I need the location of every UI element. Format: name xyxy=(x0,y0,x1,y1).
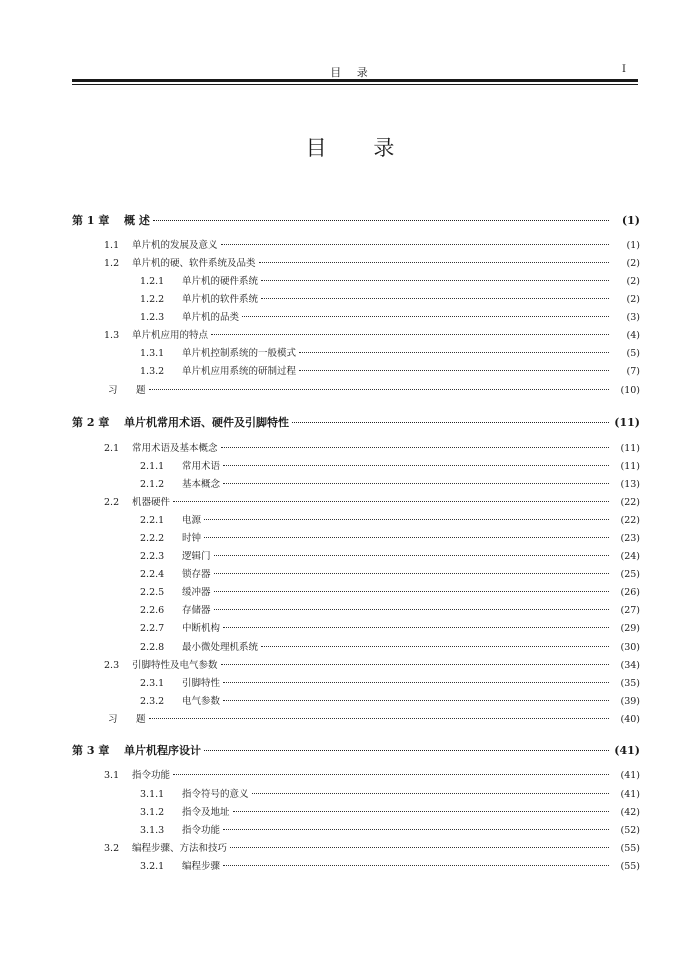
toc-entry-label xyxy=(72,584,211,602)
dot-leader xyxy=(261,298,609,299)
toc-page-number: (22) xyxy=(620,497,640,508)
page-title: 目 录 xyxy=(305,136,415,160)
toc-entry-label xyxy=(72,291,258,309)
toc-entry-label xyxy=(72,822,220,840)
toc-entry xyxy=(72,786,640,804)
dot-leader xyxy=(214,573,609,574)
toc-entry-title: 单片机的品类 xyxy=(182,312,240,323)
toc-entry-title: 编程步骤、方法和技巧 xyxy=(132,843,228,854)
toc-page-number: (1) xyxy=(626,240,640,251)
toc-entry-label xyxy=(72,693,220,711)
dot-leader xyxy=(173,774,609,775)
toc-entry xyxy=(72,255,640,273)
toc-entry-title: 单片机的发展及意义 xyxy=(132,240,218,251)
dot-leader xyxy=(223,465,609,466)
dot-leader xyxy=(233,811,609,812)
toc-entry-number: 3.1 xyxy=(104,770,120,781)
toc-page-number: (55) xyxy=(620,843,640,854)
toc-page-number: (4) xyxy=(626,330,640,341)
toc-page-number: (2) xyxy=(626,258,640,269)
toc-page-number: (2) xyxy=(626,276,640,287)
toc-page-number: (41) xyxy=(614,744,640,757)
toc-entry-number: 2.3 xyxy=(104,660,120,671)
toc-entry-title: 存储器 xyxy=(182,605,211,616)
toc-entry xyxy=(72,440,640,458)
toc-entry xyxy=(72,858,640,876)
toc-chapter-entry xyxy=(72,212,640,230)
dot-leader xyxy=(214,591,609,592)
dot-leader xyxy=(149,389,609,390)
toc-entry-number: 1.3 xyxy=(104,330,120,341)
toc-entry xyxy=(72,767,640,785)
toc-entry-number: 第 3 章 xyxy=(72,744,110,757)
toc-entry-label xyxy=(72,382,146,400)
toc-entry xyxy=(72,363,640,381)
header-rule-thick xyxy=(72,79,638,82)
toc-entry xyxy=(72,476,640,494)
toc-entry-label xyxy=(72,840,227,858)
toc-entry-label xyxy=(72,657,218,675)
toc-entry-number: 3.1.2 xyxy=(140,807,165,818)
toc-page-number: (11) xyxy=(620,443,640,454)
toc-entry-title: 单片机应用的特点 xyxy=(132,330,209,341)
toc-entry-title: 单片机控制系统的一般模式 xyxy=(182,348,297,359)
toc-entry-number: 2.2.7 xyxy=(140,623,165,634)
toc-entry-number: 2.2.1 xyxy=(140,515,165,526)
toc-entry xyxy=(72,675,640,693)
toc-entry-title: 电源 xyxy=(182,515,202,526)
toc-entry-title: 缓冲器 xyxy=(182,587,211,598)
toc-entry-label xyxy=(72,309,239,327)
toc-page-number: (40) xyxy=(620,714,640,725)
toc-entry xyxy=(72,512,640,530)
toc-entry-number: 2.1.1 xyxy=(140,461,165,472)
toc-entry-number: 3.1.3 xyxy=(140,825,165,836)
toc-page-number: (30) xyxy=(620,642,640,653)
toc-entry-number: 2.1.2 xyxy=(140,479,165,490)
toc-page-number: (1) xyxy=(621,214,640,227)
dot-leader xyxy=(230,847,609,848)
dot-leader xyxy=(223,829,609,830)
toc-entry-label xyxy=(72,512,201,530)
toc-entry-label xyxy=(72,212,150,230)
toc-entry-label xyxy=(72,476,220,494)
toc-entry-number: 习 xyxy=(108,714,118,725)
toc-entry-label xyxy=(72,858,220,876)
toc-entry-label xyxy=(72,273,258,291)
toc-entry-label xyxy=(72,742,201,760)
dot-leader xyxy=(223,682,609,683)
toc-entry-number: 2.2.5 xyxy=(140,587,165,598)
toc-entry-title: 指令及地址 xyxy=(182,807,230,818)
toc-entry-title: 常用术语及基本概念 xyxy=(132,443,218,454)
toc-page-number: (26) xyxy=(620,587,640,598)
toc-entry xyxy=(72,804,640,822)
toc-entry-title: 指令功能 xyxy=(182,825,221,836)
toc-entry-label xyxy=(72,440,218,458)
toc-entry-number: 1.2 xyxy=(104,258,120,269)
toc-entry-number: 3.2.1 xyxy=(140,861,165,872)
toc-entry-title: 指令功能 xyxy=(132,770,171,781)
toc-entry-number: 2.2.3 xyxy=(140,551,165,562)
dot-leader xyxy=(204,519,609,520)
toc-page-number: (52) xyxy=(620,825,640,836)
toc-page-number: (5) xyxy=(626,348,640,359)
toc-entry xyxy=(72,548,640,566)
toc-page-number: (29) xyxy=(620,623,640,634)
dot-leader xyxy=(223,627,609,628)
toc-exercise-entry xyxy=(72,711,640,729)
toc-entry-title: 编程步骤 xyxy=(182,861,221,872)
toc-entry-title: 单片机应用系统的研制过程 xyxy=(182,366,297,377)
toc-entry xyxy=(72,620,640,638)
toc-page-number: (23) xyxy=(620,533,640,544)
toc-entry-title: 逻辑门 xyxy=(182,551,211,562)
toc-entry-title: 单片机的软件系统 xyxy=(182,294,259,305)
toc-entry-number: 1.3.2 xyxy=(140,366,165,377)
toc-entry-number: 2.2.6 xyxy=(140,605,165,616)
toc-page-number: (13) xyxy=(620,479,640,490)
toc-page-number: (35) xyxy=(620,678,640,689)
toc-entry-label xyxy=(72,255,256,273)
toc-page-number: (41) xyxy=(620,770,640,781)
dot-leader xyxy=(299,370,609,371)
toc-entry-number: 2.3.2 xyxy=(140,696,165,707)
toc-entry-number: 1.3.1 xyxy=(140,348,165,359)
toc-entry-title: 常用术语 xyxy=(182,461,221,472)
toc-page-number: (24) xyxy=(620,551,640,562)
toc-entry-title: 单片机程序设计 xyxy=(124,744,201,757)
dot-leader xyxy=(223,700,609,701)
toc-exercise-entry xyxy=(72,382,640,400)
toc-entry xyxy=(72,566,640,584)
dot-leader xyxy=(211,334,609,335)
toc-page-number: (11) xyxy=(614,416,640,429)
toc-entry-label xyxy=(72,639,258,657)
dot-leader xyxy=(149,718,609,719)
toc-entry-label xyxy=(72,675,220,693)
dot-leader xyxy=(242,316,609,317)
toc-entry-title: 时钟 xyxy=(182,533,202,544)
toc-entry-number: 1.2.2 xyxy=(140,294,165,305)
toc-entry-title: 中断机构 xyxy=(182,623,221,634)
dot-leader xyxy=(252,793,609,794)
toc-entry xyxy=(72,693,640,711)
toc-entry-label xyxy=(72,458,220,476)
dot-leader xyxy=(292,422,609,423)
toc-entry xyxy=(72,327,640,345)
toc-entry xyxy=(72,291,640,309)
toc-entry xyxy=(72,458,640,476)
toc-entry-number: 2.2 xyxy=(104,497,120,508)
header-rule-thin xyxy=(72,84,638,85)
toc-page-number: (25) xyxy=(620,569,640,580)
toc-entry-label xyxy=(72,548,211,566)
toc-entry xyxy=(72,309,640,327)
toc-entry-number: 3.2 xyxy=(104,843,120,854)
toc-entry-title: 单片机的硬件系统 xyxy=(182,276,259,287)
toc-entry xyxy=(72,237,640,255)
toc-entry-title: 基本概念 xyxy=(182,479,221,490)
toc-entry-label xyxy=(72,327,208,345)
toc-entry-number: 第 2 章 xyxy=(72,416,110,429)
toc-entry-label xyxy=(72,530,201,548)
toc-entry-number: 第 1 章 xyxy=(72,214,110,227)
dot-leader xyxy=(223,865,609,866)
toc-entry-title: 最小微处理机系统 xyxy=(182,642,259,653)
dot-leader xyxy=(299,352,609,353)
toc-entry-number: 1.1 xyxy=(104,240,120,251)
toc-entry-label xyxy=(72,804,230,822)
toc-page-number: (27) xyxy=(620,605,640,616)
dot-leader xyxy=(153,220,609,221)
toc-entry-title: 引脚特性及电气参数 xyxy=(132,660,218,671)
dot-leader xyxy=(223,483,609,484)
toc-page-number: (42) xyxy=(620,807,640,818)
toc-page-number: (11) xyxy=(620,461,640,472)
dot-leader xyxy=(214,555,609,556)
dot-leader xyxy=(204,537,609,538)
toc-entry xyxy=(72,822,640,840)
toc-entry-label xyxy=(72,566,211,584)
dot-leader xyxy=(259,262,609,263)
toc-entry xyxy=(72,657,640,675)
toc-entry xyxy=(72,273,640,291)
toc-entry-label xyxy=(72,602,211,620)
toc-entry-number: 3.1.1 xyxy=(140,789,165,800)
toc-page-number: (2) xyxy=(626,294,640,305)
running-title: 目 录 xyxy=(330,66,374,79)
toc-entry-label xyxy=(72,414,289,432)
toc-entry xyxy=(72,494,640,512)
toc-entry-label xyxy=(72,620,220,638)
dot-leader xyxy=(204,750,609,751)
toc-entry-title: 题 xyxy=(136,714,146,725)
toc-entry-label xyxy=(72,711,146,729)
dot-leader xyxy=(214,609,609,610)
toc-page-number: (34) xyxy=(620,660,640,671)
toc-entry-title: 引脚特性 xyxy=(182,678,221,689)
toc-page-number: (41) xyxy=(620,789,640,800)
toc-page-number: (39) xyxy=(620,696,640,707)
toc-entry xyxy=(72,345,640,363)
toc-entry xyxy=(72,840,640,858)
toc-entry-title: 单片机常用术语、硬件及引脚特性 xyxy=(124,416,289,429)
toc-entry-number: 2.2.8 xyxy=(140,642,165,653)
toc-entry xyxy=(72,530,640,548)
toc-page-number: (10) xyxy=(620,385,640,396)
toc-entry-title: 机器硬件 xyxy=(132,497,171,508)
toc-entry-title: 电气参数 xyxy=(182,696,221,707)
toc-page-number: (22) xyxy=(620,515,640,526)
toc-entry xyxy=(72,584,640,602)
toc-entry-label xyxy=(72,363,296,381)
dot-leader xyxy=(261,646,609,647)
toc-page-number: (7) xyxy=(626,366,640,377)
toc-entry-number: 2.3.1 xyxy=(140,678,165,689)
toc-entry-title: 题 xyxy=(136,385,146,396)
toc-entry-number: 2.2.2 xyxy=(140,533,165,544)
toc-entry-number: 2.2.4 xyxy=(140,569,165,580)
toc-entry-title: 单片机的硬、软件系统及品类 xyxy=(132,258,256,269)
dot-leader xyxy=(261,280,609,281)
toc-chapter-entry xyxy=(72,742,640,760)
dot-leader xyxy=(173,501,609,502)
toc-entry-label xyxy=(72,237,218,255)
toc-entry xyxy=(72,602,640,620)
toc-entry-title: 概 述 xyxy=(124,214,150,227)
toc-entry-title: 指令符号的意义 xyxy=(182,789,249,800)
toc-chapter-entry xyxy=(72,414,640,432)
toc-entry-number: 习 xyxy=(108,385,118,396)
toc-page-number: (55) xyxy=(620,861,640,872)
toc-entry-title: 锁存器 xyxy=(182,569,211,580)
dot-leader xyxy=(221,244,609,245)
toc-entry-number: 1.2.3 xyxy=(140,312,165,323)
toc-entry-number: 1.2.1 xyxy=(140,276,165,287)
toc-entry-label xyxy=(72,345,296,363)
dot-leader xyxy=(221,664,609,665)
toc-entry-number: 2.1 xyxy=(104,443,120,454)
toc-entry-label xyxy=(72,494,170,512)
dot-leader xyxy=(221,447,609,448)
toc-entry-label xyxy=(72,767,170,785)
toc-entry-label xyxy=(72,786,249,804)
toc-page-number: (3) xyxy=(626,312,640,323)
page-number: I xyxy=(622,64,626,75)
toc-entry xyxy=(72,639,640,657)
running-header xyxy=(72,60,632,80)
